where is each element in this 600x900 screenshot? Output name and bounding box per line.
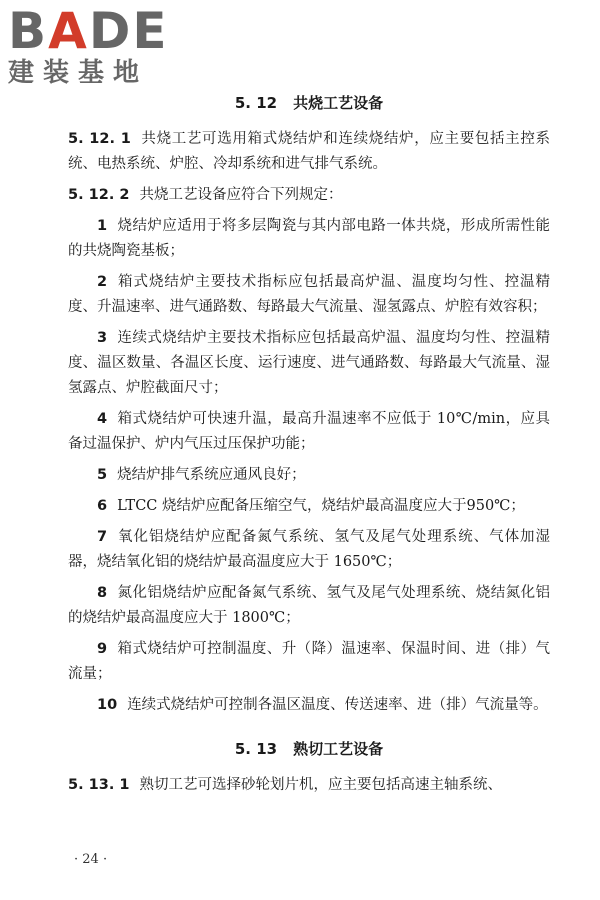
list-item: 1 烧结炉应适用于将多层陶瓷与其内部电路一体共烧，形成所需性能的共烧陶瓷基板；: [68, 218, 550, 259]
clause-5-12-2: 5. 12. 2 共烧工艺设备应符合下列规定：: [68, 187, 343, 203]
list-item: 5 烧结炉排气系统应通风良好；: [97, 467, 306, 483]
section-title-5-12: 5. 12 共烧工艺设备: [234, 94, 384, 112]
list-item: 2 箱式烧结炉主要技术指标应包括最高炉温、温度均匀性、控温精度、升温速率、进气通路数、每路最大气流量、湿氢露点、炉腔有效容积；: [68, 274, 550, 315]
clause-5-12-1: 5. 12. 1 共烧工艺可选用箱式烧结炉和连续烧结炉，应主要包括主控系统、电热系统、炉腔、冷却系统和进气排气系统。: [68, 131, 550, 172]
page-number: · 24 ·: [74, 852, 108, 867]
logo-subtitle: 建装基地: [8, 58, 149, 88]
list-item: 4 箱式烧结炉可快速升温，最高升温速率不应低于 10℃/min，应具备过温保护、炉内气压过压保护功能；: [68, 411, 550, 452]
list-item: 3 连续式烧结炉主要技术指标应包括最高炉温、温度均匀性、控温精度、温区数量、各温区长度、运行速度、进气通路数、每路最大气流量、湿氢露点、炉腔截面尺寸；: [68, 330, 550, 396]
bade-logo: [8, 2, 178, 88]
section-title-5-13: 5. 13 熟切工艺设备: [234, 740, 384, 758]
list-item: 8 氮化铝烧结炉应配备氮气系统、氢气及尾气处理系统、烧结氮化铝的烧结炉最高温度应大于 1800℃；: [68, 585, 550, 626]
list-item: 6 LTCC 烧结炉应配备压缩空气，烧结炉最高温度应大于950℃；: [97, 498, 525, 514]
list-item: 10 连续式烧结炉可控制各温区温度、传送速率、进（排）气流量等。: [97, 697, 548, 713]
clause-5-13-1: 5. 13. 1 熟切工艺可选择砂轮划片机，应主要包括高速主轴系统、: [68, 777, 502, 793]
list-item: 7 氧化铝烧结炉应配备氮气系统、氢气及尾气处理系统、气体加湿器，烧结氧化铝的烧结炉最高温度应大于 1650℃；: [68, 529, 550, 570]
document-page: [68, 88, 550, 804]
logo-wordmark: BADE: [8, 2, 169, 60]
list-item: 9 箱式烧结炉可控制温度、升（降）温速率、保温时间、进（排）气流量；: [68, 641, 550, 682]
section-gap: [68, 724, 550, 734]
